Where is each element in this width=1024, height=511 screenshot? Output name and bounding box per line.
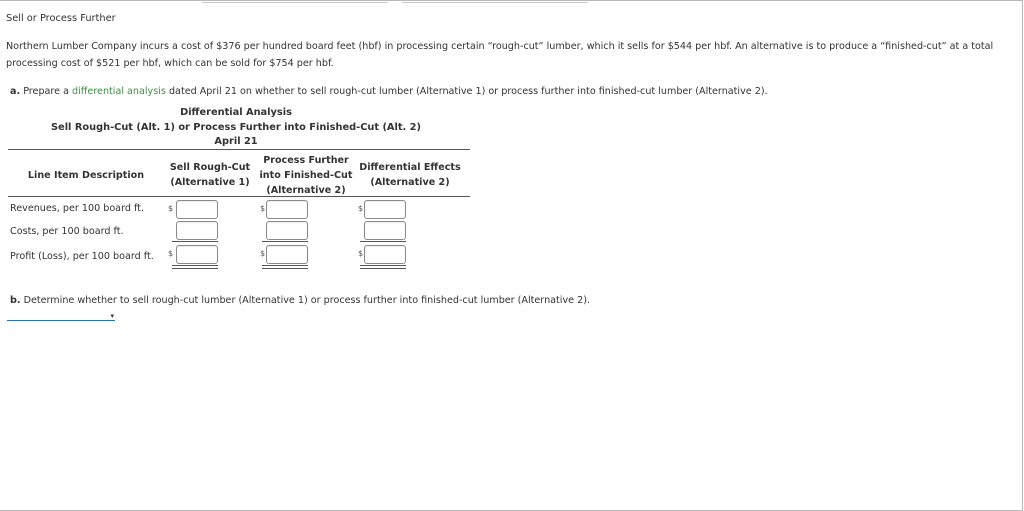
- col-header-alt1: [164, 160, 256, 190]
- col-header-alt1-line1: Sell Rough-Cut: [169, 162, 251, 173]
- total-double-rule-alt2: [262, 265, 308, 269]
- profit-alt2-input[interactable]: [266, 245, 308, 264]
- costs-differential-input[interactable]: [364, 221, 406, 240]
- part-a-suffix: dated April 21 on whether to sell rough-cut lumber (Alternative 1) or process further into finished-cut lumber (Alternative 2).: [168, 86, 768, 97]
- subtotal-rule-alt1: [172, 241, 218, 242]
- currency-symbol: $: [358, 249, 364, 258]
- part-a-instruction: [10, 86, 768, 97]
- col-header-diff-line1: Differential Effects: [359, 162, 461, 173]
- table-heading-date: April 21: [214, 136, 258, 147]
- col-header-alt2-line3: (Alternative 2): [266, 185, 346, 196]
- chevron-down-icon[interactable]: ▾: [110, 312, 114, 320]
- part-b-label: b.: [10, 295, 21, 306]
- currency-symbol: $: [168, 249, 174, 258]
- top-tab-edge-left: [202, 0, 388, 3]
- revenues-alt1-input[interactable]: [176, 200, 218, 219]
- part-a-prefix: Prepare a: [23, 86, 69, 97]
- col-header-alt1-line2: (Alternative 1): [170, 177, 250, 188]
- part-b-instruction: [10, 295, 590, 306]
- table-heading-title: Differential Analysis: [180, 107, 292, 118]
- subtotal-rule-diff: [360, 241, 406, 242]
- revenues-differential-input[interactable]: [364, 200, 406, 219]
- differential-analysis-link[interactable]: differential analysis: [72, 86, 166, 97]
- currency-symbol: $: [358, 204, 364, 213]
- top-tab-edge-right: [402, 0, 588, 3]
- header-bottom-rule: [8, 196, 470, 197]
- part-a-label: a.: [10, 86, 21, 97]
- col-header-diff-line2: (Alternative 2): [370, 177, 450, 188]
- col-header-alt2: [250, 153, 362, 198]
- row-label-profit: Profit (Loss), per 100 board ft.: [10, 251, 154, 262]
- total-double-rule-diff: [360, 265, 406, 269]
- total-double-rule-alt1: [172, 265, 218, 269]
- col-header-alt2-line1: Process Further: [263, 155, 349, 166]
- decision-select[interactable]: [7, 311, 115, 321]
- row-label-costs: Costs, per 100 board ft.: [10, 226, 124, 237]
- costs-alt2-input[interactable]: [266, 221, 308, 240]
- revenues-alt2-input[interactable]: [266, 200, 308, 219]
- page-title: Sell or Process Further: [6, 13, 116, 24]
- part-b-text: Determine whether to sell rough-cut lumber (Alternative 1) or process further into finished-cut lumber (Alternative 2).: [23, 295, 590, 306]
- row-label-revenues: Revenues, per 100 board ft.: [10, 203, 144, 214]
- table-heading-subtitle: Sell Rough-Cut (Alt. 1) or Process Further into Finished-Cut (Alt. 2): [51, 122, 421, 133]
- profit-alt1-input[interactable]: [176, 245, 218, 264]
- problem-statement: Northern Lumber Company incurs a cost of $376 per hundred board feet (hbf) in processing certain “rough-cut” lumber, which it sells for $544 per hbf. An alternative is to produce a “finished-cut” at a total processing cost of $521 per hbf, which can be sold for $754 per hbf.: [6, 41, 994, 69]
- costs-alt1-input[interactable]: [176, 221, 218, 240]
- table-top-rule: [8, 149, 470, 150]
- profit-differential-input[interactable]: [364, 245, 406, 264]
- col-header-line-item: Line Item Description: [27, 170, 145, 181]
- subtotal-rule-alt2: [262, 241, 308, 242]
- col-header-alt2-line2: into Finished-Cut: [259, 170, 353, 181]
- currency-symbol: $: [260, 204, 266, 213]
- currency-symbol: $: [260, 249, 266, 258]
- col-header-differential: [352, 160, 468, 190]
- currency-symbol: $: [168, 204, 174, 213]
